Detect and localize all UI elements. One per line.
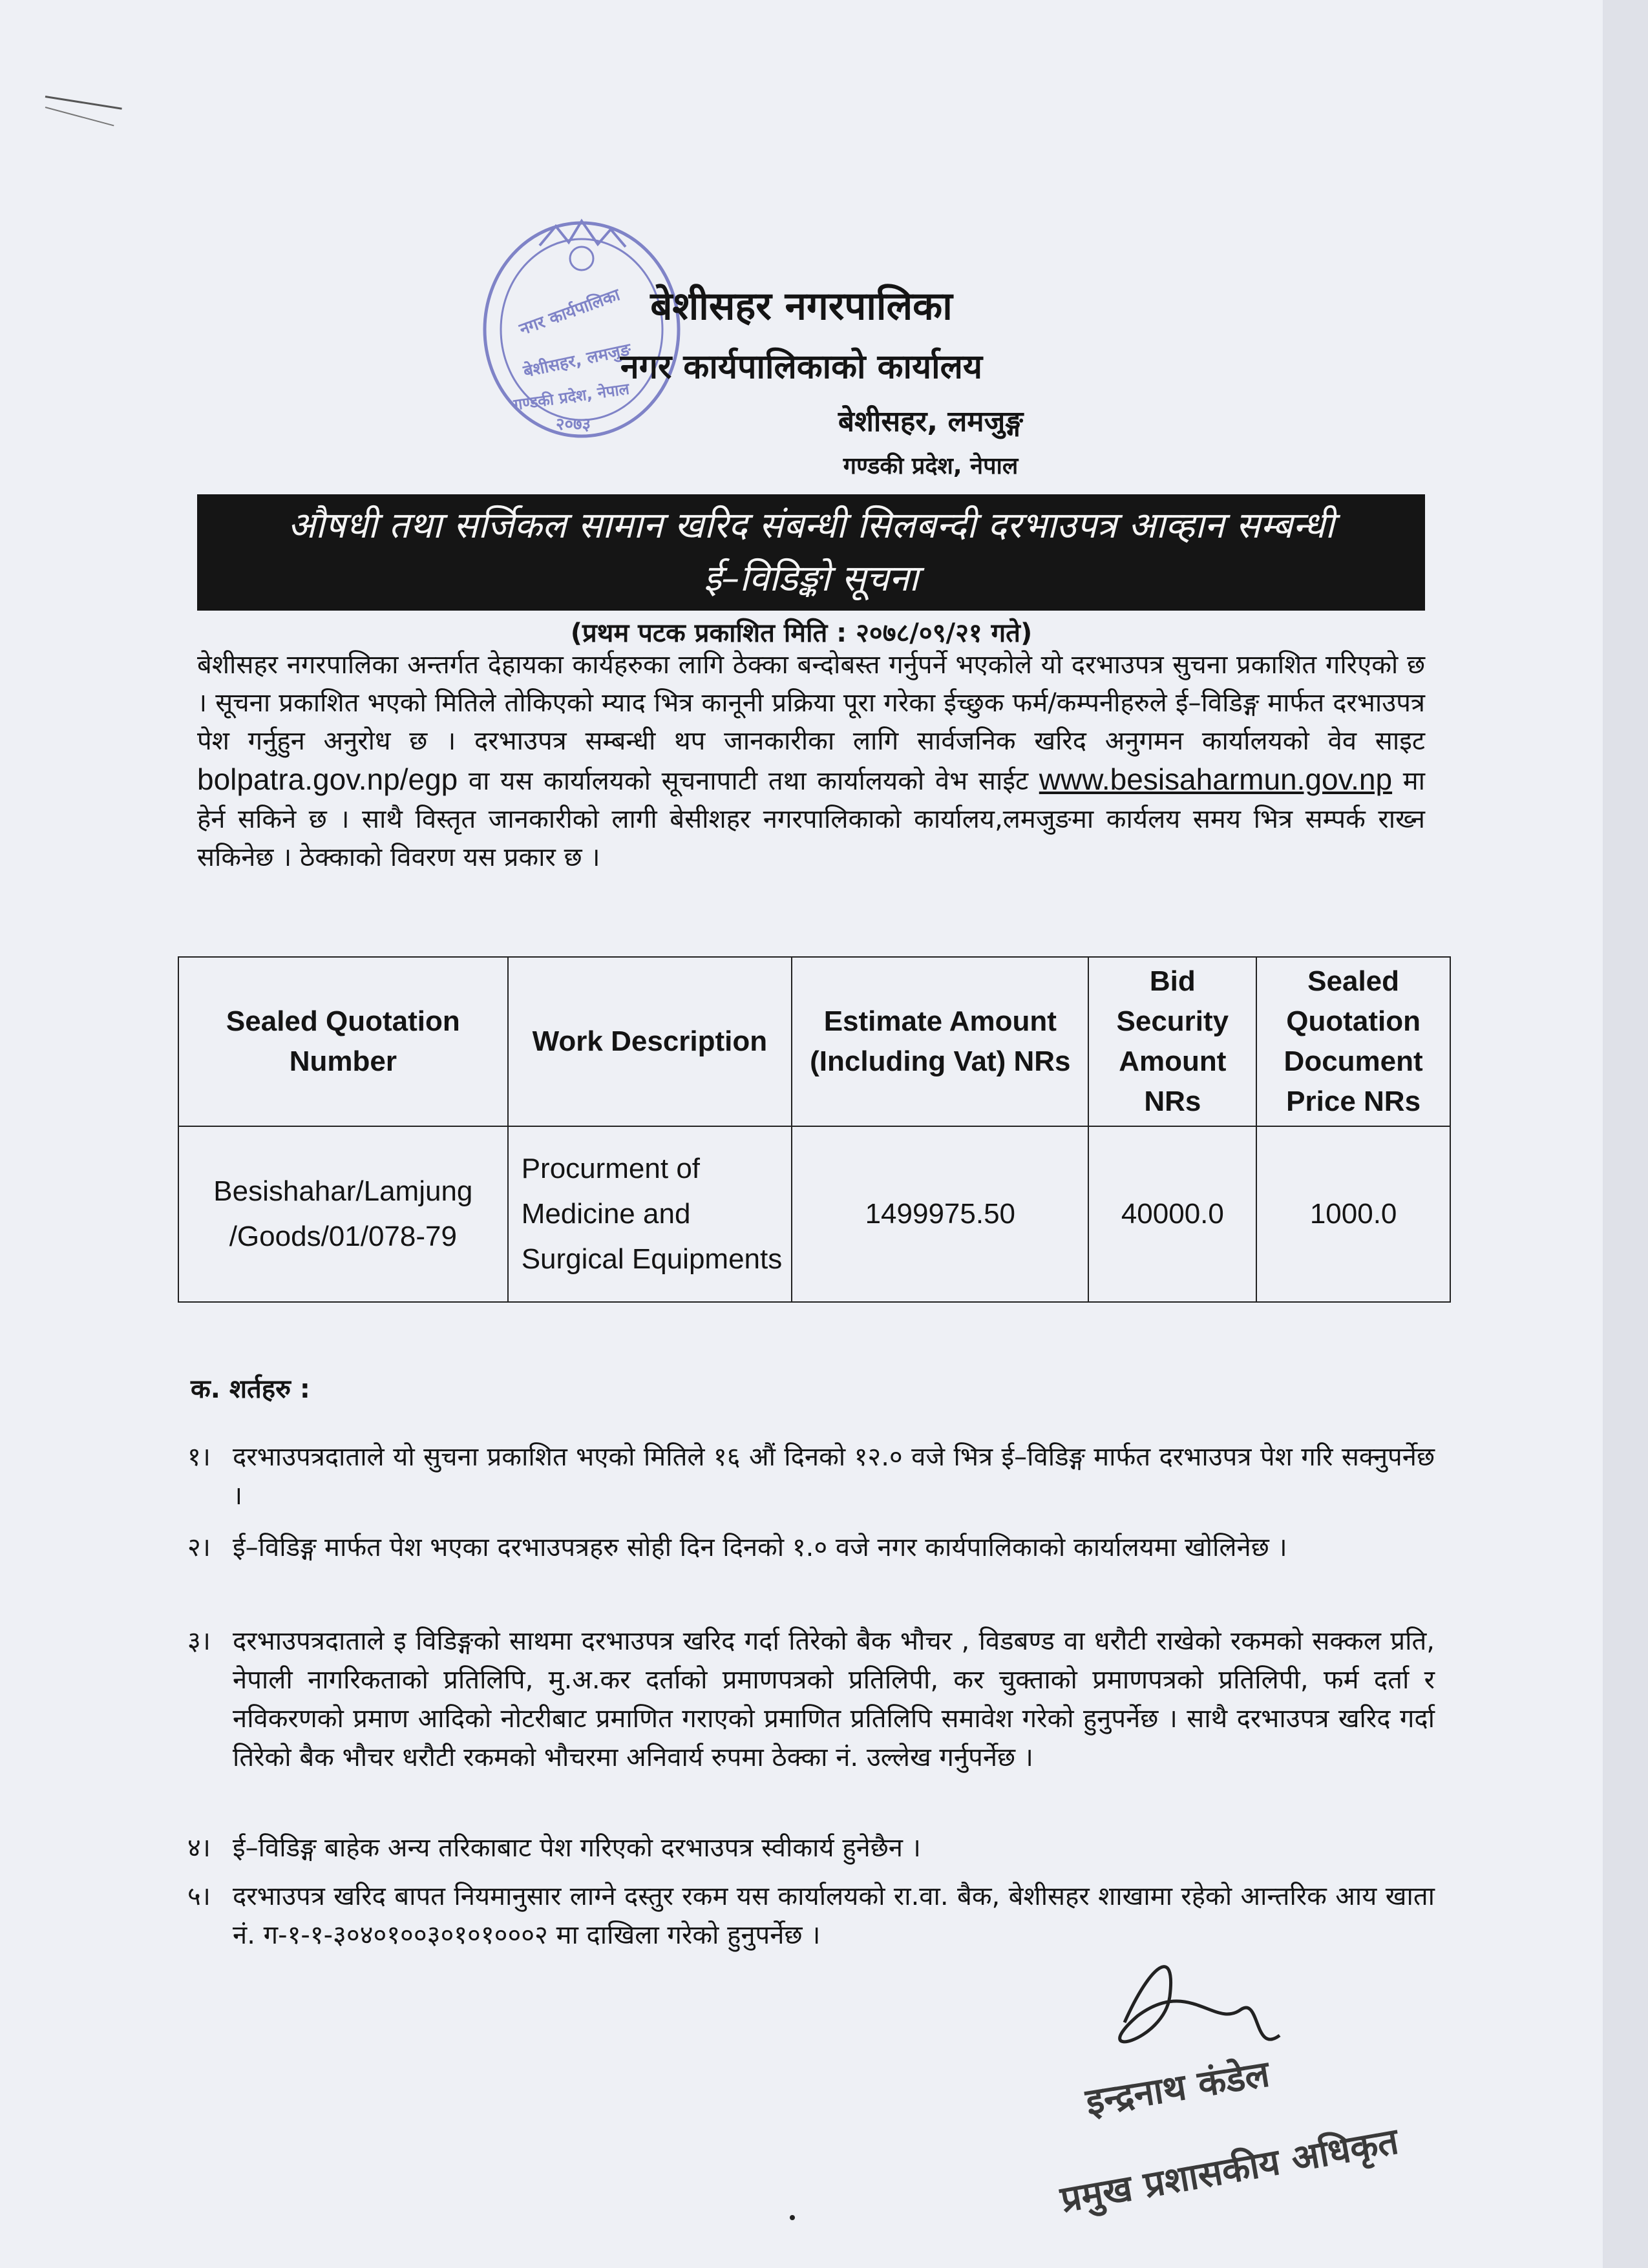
cell-work-description: Procurment of Medicine and Surgical Equipments [508, 1126, 792, 1302]
condition-text: ई–विडिङ्ग बाहेक अन्य तरिकाबाट पेश गरिएको दरभाउपत्र स्वीकार्य हुनेछैन । [233, 1833, 921, 1863]
seal-text-2: बेशीसहर, लमजुङ [522, 340, 633, 382]
handwritten-signature [1120, 1967, 1280, 2042]
quotation-table [178, 956, 1451, 1303]
col-header-bid-security: Bid Security Amount NRs [1088, 957, 1256, 1126]
condition-number: २। [187, 1533, 211, 1562]
intro-text-2: वा यस कार्यालयको सूचनापाटी तथा कार्यालयको वेभ साईट [468, 766, 1029, 796]
condition-number: १। [187, 1442, 211, 1472]
publication-date: (प्रथम पटक प्रकाशित मिति : २०७८/०९/२१ गते) [570, 618, 1033, 648]
seal-year: २०७३ [556, 415, 591, 434]
table-row [178, 1126, 1450, 1302]
col-header-document-price: Sealed Quotation Document Price NRs [1256, 957, 1450, 1126]
cell-quotation-number: Besishahar/Lamjung /Goods/01/078-79 [178, 1126, 508, 1302]
condition-item [187, 1438, 1435, 1515]
municipality-name: बेशीसहर नगरपालिका [650, 284, 953, 329]
cell-estimate-amount: 1499975.50 [792, 1126, 1088, 1302]
condition-item [187, 1622, 1435, 1777]
signatory-name: इन्द्रनाथ कंडेल [1083, 2053, 1273, 2124]
condition-item [187, 1829, 1435, 1867]
condition-text: ई–विडिङ्ग मार्फत पेश भएका दरभाउपत्रहरु सोही दिन दिनको १.० वजे नगर कार्यपालिकाको कार्यालयमा खोलिनेछ । [233, 1533, 1287, 1562]
notice-title-banner [197, 494, 1425, 611]
seal-text-1: नगर कार्यपालिका [516, 285, 623, 340]
conditions-heading: क. शर्तहरु : [191, 1374, 310, 1404]
condition-text: दरभाउपत्रदाताले इ विडिङ्गको साथमा दरभाउपत्र खरिद गर्दा तिरेको बैक भौचर , विडबण्ड वा धरौटी राखेको रकमको सक्कल प्रति, नेपाली नागरिकताको प्रतिलिपि, मु.अ.कर दर्ताको प्रमाणपत्रको प्रतिलिपी, कर चुक्ताको प्रमाणपत्रको प्रतिलिपी, फर्म दर्ता र नविकरणको प्रमाण आदिको नोटरीबाट प्रमाणित गराएको प्रमाणित प्रतिलिपि समावेश गरेको हुनुपर्नेछ । साथै दरभाउपत्र खरिद गर्दा तिरेको बैक भौचर धरौटी रकमको भौचरमा अनिवार्य रुपमा ठेक्का नं. उल्लेख गर्नुपर्नेछ । [233, 1626, 1435, 1772]
intro-text-1: बेशीसहर नगरपालिका अन्तर्गत देहायका कार्यहरुका लागि ठेक्का बन्दोबस्त गर्नुपर्ने भएकोले यो दरभाउपत्र सुचना प्रकाशित गरिएको छ । सूचना प्रकाशित भएको मितिले तोकिएको म्याद भित्र कानूनी प्रक्रिया पूरा गरेका ईच्छुक फर्म/कम्पनीहरुले ई–विडिङ्ग मार्फत दरभाउपत्र पेश गर्नुहुन अनुरोध छ । दरभाउपत्र सम्बन्धी थप जानकारीका लागि सार्वजनिक खरिद अनुगमन कार्यालयको वेव साइट [197, 650, 1425, 756]
condition-number: ५। [187, 1882, 211, 1911]
cell-document-price: 1000.0 [1256, 1126, 1450, 1302]
col-header-quotation-number: Sealed Quotation Number [178, 957, 508, 1126]
col-header-work-description: Work Description [508, 957, 792, 1126]
condition-number: ४। [187, 1833, 211, 1863]
bolpatra-link[interactable]: bolpatra.gov.np/egp [197, 762, 458, 796]
seal-text-3: गण्डकी प्रदेश, नेपाल [512, 379, 631, 414]
table-header-row [178, 957, 1450, 1126]
notice-title-line-2: ई–विडिङ्को सूचना [703, 558, 919, 600]
office-name: नगर कार्यपालिकाको कार्यालय [620, 348, 983, 386]
intro-paragraph [197, 646, 1425, 877]
condition-text: दरभाउपत्र खरिद बापत नियमानुसार लाग्ने दस्तुर रकम यस कार्यालयको रा.वा. बैक, बेशीसहर शाखामा रहेको आन्तरिक आय खाता नं. ग-१-१-३०४०१००३०१०१०००२ मा दाखिला गरेको हुनुपर्नेछ । [233, 1882, 1435, 1950]
cell-bid-security: 40000.0 [1088, 1126, 1256, 1302]
ink-dot [790, 2215, 795, 2220]
signature-block [1047, 1938, 1499, 2236]
condition-number: ३। [187, 1626, 211, 1656]
condition-item [187, 1528, 1435, 1567]
col-header-estimate-amount: Estimate Amount (Including Vat) NRs [792, 957, 1088, 1126]
intro-text-3: मा हेर्न सकिने छ । साथै विस्तृत जानकारीको लागी बेसीशहर नगरपालिकाको कार्यालय,लमजुङमा कार्यलय समय भित्र सम्पर्क राख्न सकिनेछ । ठेक्काको विवरण यस प्रकार छ । [197, 766, 1426, 872]
page-edge [1603, 0, 1648, 2268]
municipality-website-link[interactable]: www.besisaharmun.gov.np [1039, 762, 1393, 796]
notice-title-line-1: औषधी तथा सर्जिकल सामान खरिद संबन्धी सिलबन्दी दरभाउपत्र आव्हान सम्बन्धी [288, 505, 1335, 547]
office-location: बेशीसहर, लमजुङ्ग [838, 405, 1024, 438]
province-name: गण्डकी प्रदेश, नेपाल [843, 453, 1019, 479]
signatory-designation: प्रमुख प्रशासकीय अधिकृत [1057, 2120, 1402, 2221]
condition-text: दरभाउपत्रदाताले यो सुचना प्रकाशित भएको मितिले १६ औं दिनको १२.० वजे भित्र ई–विडिङ्ग मार्फत दरभाउपत्र पेश गरि सक्नुपर्नेछ । [233, 1442, 1435, 1511]
